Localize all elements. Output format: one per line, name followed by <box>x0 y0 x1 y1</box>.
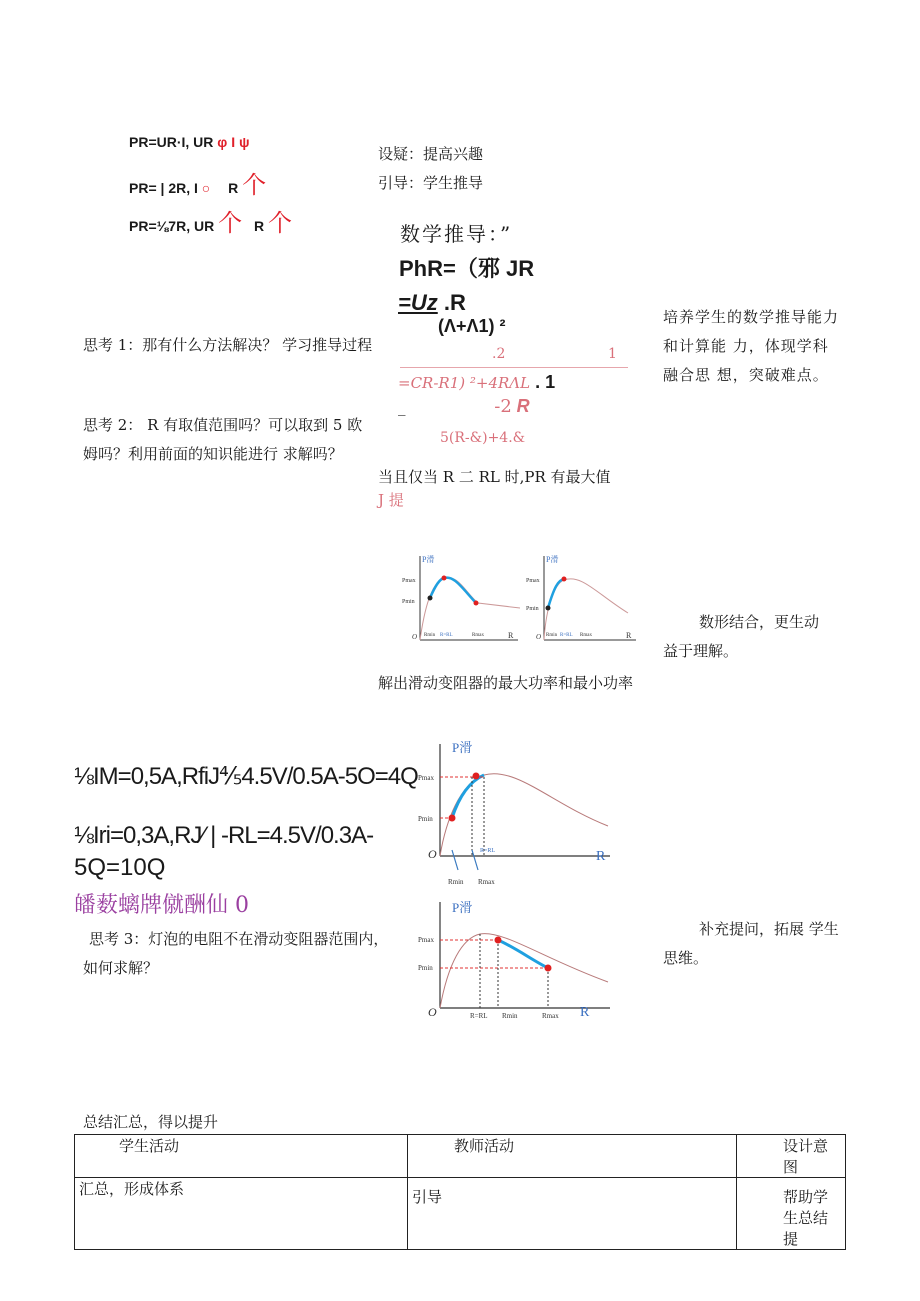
small-graph-left <box>402 554 520 641</box>
svg-text:Pmax: Pmax <box>526 578 540 584</box>
derivation-eq-1: PhR=（邪 JR <box>399 256 535 281</box>
big-formula-2: ⅛Iri=0,3A,RJ⁄ | -RL=4.5V/0.3A- <box>74 822 374 849</box>
question-setting: 设疑：提高兴趣 <box>378 145 484 163</box>
fraction-line <box>400 367 628 368</box>
svg-text:O: O <box>412 633 418 641</box>
derivation-eq-2: =Uz .R <box>398 290 466 315</box>
summary-table <box>74 1134 846 1250</box>
svg-text:O: O <box>428 847 437 861</box>
svg-text:P滑: P滑 <box>452 740 473 755</box>
svg-text:Pmax: Pmax <box>418 936 434 944</box>
derivation-eq-3: (Λ+Λ1) ² <box>438 316 506 336</box>
summary-title: 总结汇总，得以提升 <box>83 1113 219 1131</box>
formula-power-3: PR=⅛7R, UR 个 R 个 <box>129 209 292 237</box>
thinking-question-1: 思考 1：那有什么方法解决？ 学习推导过程 <box>83 336 373 354</box>
svg-text:R: R <box>508 631 514 640</box>
header-design-intent: 设计意图 <box>737 1135 846 1178</box>
graph1-min-point <box>449 815 456 822</box>
svg-text:O: O <box>428 1005 437 1019</box>
svg-text:Rmin: Rmin <box>448 878 464 886</box>
cell-design-intent: 帮助学生总结提 <box>737 1178 846 1250</box>
svg-text:Rmax: Rmax <box>478 878 495 886</box>
header-student-activity: 学生活动 <box>75 1135 408 1178</box>
small-graphs <box>396 548 642 648</box>
large-graph-1 <box>412 740 616 890</box>
formula-power-1: PR=UR·I, UR φ I ψ <box>129 134 250 150</box>
graph1-max-point <box>473 773 480 780</box>
svg-text:R=RL: R=RL <box>480 848 496 854</box>
garbled-line: 皤薮螭牌僦酬仙 0 <box>74 893 249 918</box>
thinking-question-3: 思考 3：灯泡的电阻不在滑动变阻器范围内，如何求解？ <box>83 930 389 977</box>
big-formula-3: 5Q=10Q <box>74 854 166 881</box>
big-formula-1: ⅛IM=0,5A,RfiJ⅘4.5V/0.5A-5O=4Q <box>74 763 418 790</box>
design-note-2: 数形结合，更生动益于理解。 <box>663 613 820 660</box>
point-max <box>442 576 447 581</box>
graph2-max-point <box>495 937 502 944</box>
svg-text:P滑: P滑 <box>546 555 559 564</box>
svg-text:Rmin: Rmin <box>502 1012 518 1020</box>
derivation-eq-6: 5(R-&)+4.& <box>440 430 526 446</box>
svg-text:R: R <box>596 849 606 864</box>
svg-text:O: O <box>536 633 542 641</box>
svg-text:Rmax: Rmax <box>472 633 484 638</box>
graph2-min-point <box>545 965 552 972</box>
table-header-row <box>75 1135 846 1178</box>
guide-derivation: 引导：学生推导 <box>378 174 484 192</box>
formula-power-2: PR= | 2R, I ○ R 个 <box>129 171 267 199</box>
p-axis-label: P滑 <box>422 555 435 564</box>
design-note-1: 培养学生的数学推导能力和计算能 力，体现学科融合思 想，突破难点。 <box>663 308 840 384</box>
svg-text:R=RL: R=RL <box>440 633 453 638</box>
derivation-tail: J 提 <box>378 491 404 509</box>
header-teacher-activity: 教师活动 <box>408 1135 737 1178</box>
cell-student-activity: 汇总，形成体系 <box>75 1178 408 1250</box>
point-min <box>428 596 433 601</box>
svg-text:R=RL: R=RL <box>560 633 573 638</box>
svg-text:Rmin: Rmin <box>424 633 436 638</box>
large-graph-2 <box>412 898 616 1030</box>
table-row <box>75 1178 846 1250</box>
svg-text:Pmin: Pmin <box>402 599 415 605</box>
svg-text:Rmax: Rmax <box>580 633 592 638</box>
svg-text:Pmax: Pmax <box>402 578 416 584</box>
design-note-3: 补充提问，拓展 学生思维。 <box>663 920 839 967</box>
small-graph-right <box>526 554 636 641</box>
fraction-top-left: .2 <box>492 346 506 362</box>
svg-text:Rmax: Rmax <box>542 1012 559 1020</box>
svg-text:P滑: P滑 <box>452 900 473 915</box>
max-value-conclusion: 当且仅当 R 二 RL 时,PR 有最大值 <box>378 468 611 486</box>
svg-text:Pmin: Pmin <box>418 815 433 823</box>
svg-text:Pmax: Pmax <box>418 774 434 782</box>
svg-text:Pmin: Pmin <box>526 606 539 612</box>
svg-text:R: R <box>580 1005 590 1020</box>
section-line-max-min: 解出滑动变阻器的最大功率和最小功率 <box>378 674 634 692</box>
derivation-eq-5: _ -2 R <box>398 396 530 417</box>
derivation-eq-4: =CR-R1) ²+4RΛL . 1 <box>398 372 556 392</box>
derivation-heading: 数学推导：” <box>400 222 513 246</box>
thinking-question-2: 思考 2： R 有取值范围吗？可以取到 5 欧姆吗？利用前面的知识能进行 求解吗？ <box>83 416 363 463</box>
svg-text:R=RL: R=RL <box>470 1012 488 1020</box>
svg-text:Pmin: Pmin <box>418 964 433 972</box>
svg-text:Rmin: Rmin <box>546 633 558 638</box>
up-arrow-mark: 个 <box>242 171 267 199</box>
cell-teacher-activity: 引导 <box>408 1178 737 1250</box>
fraction-top-right: 1 <box>608 346 617 362</box>
svg-text:R: R <box>626 631 632 640</box>
